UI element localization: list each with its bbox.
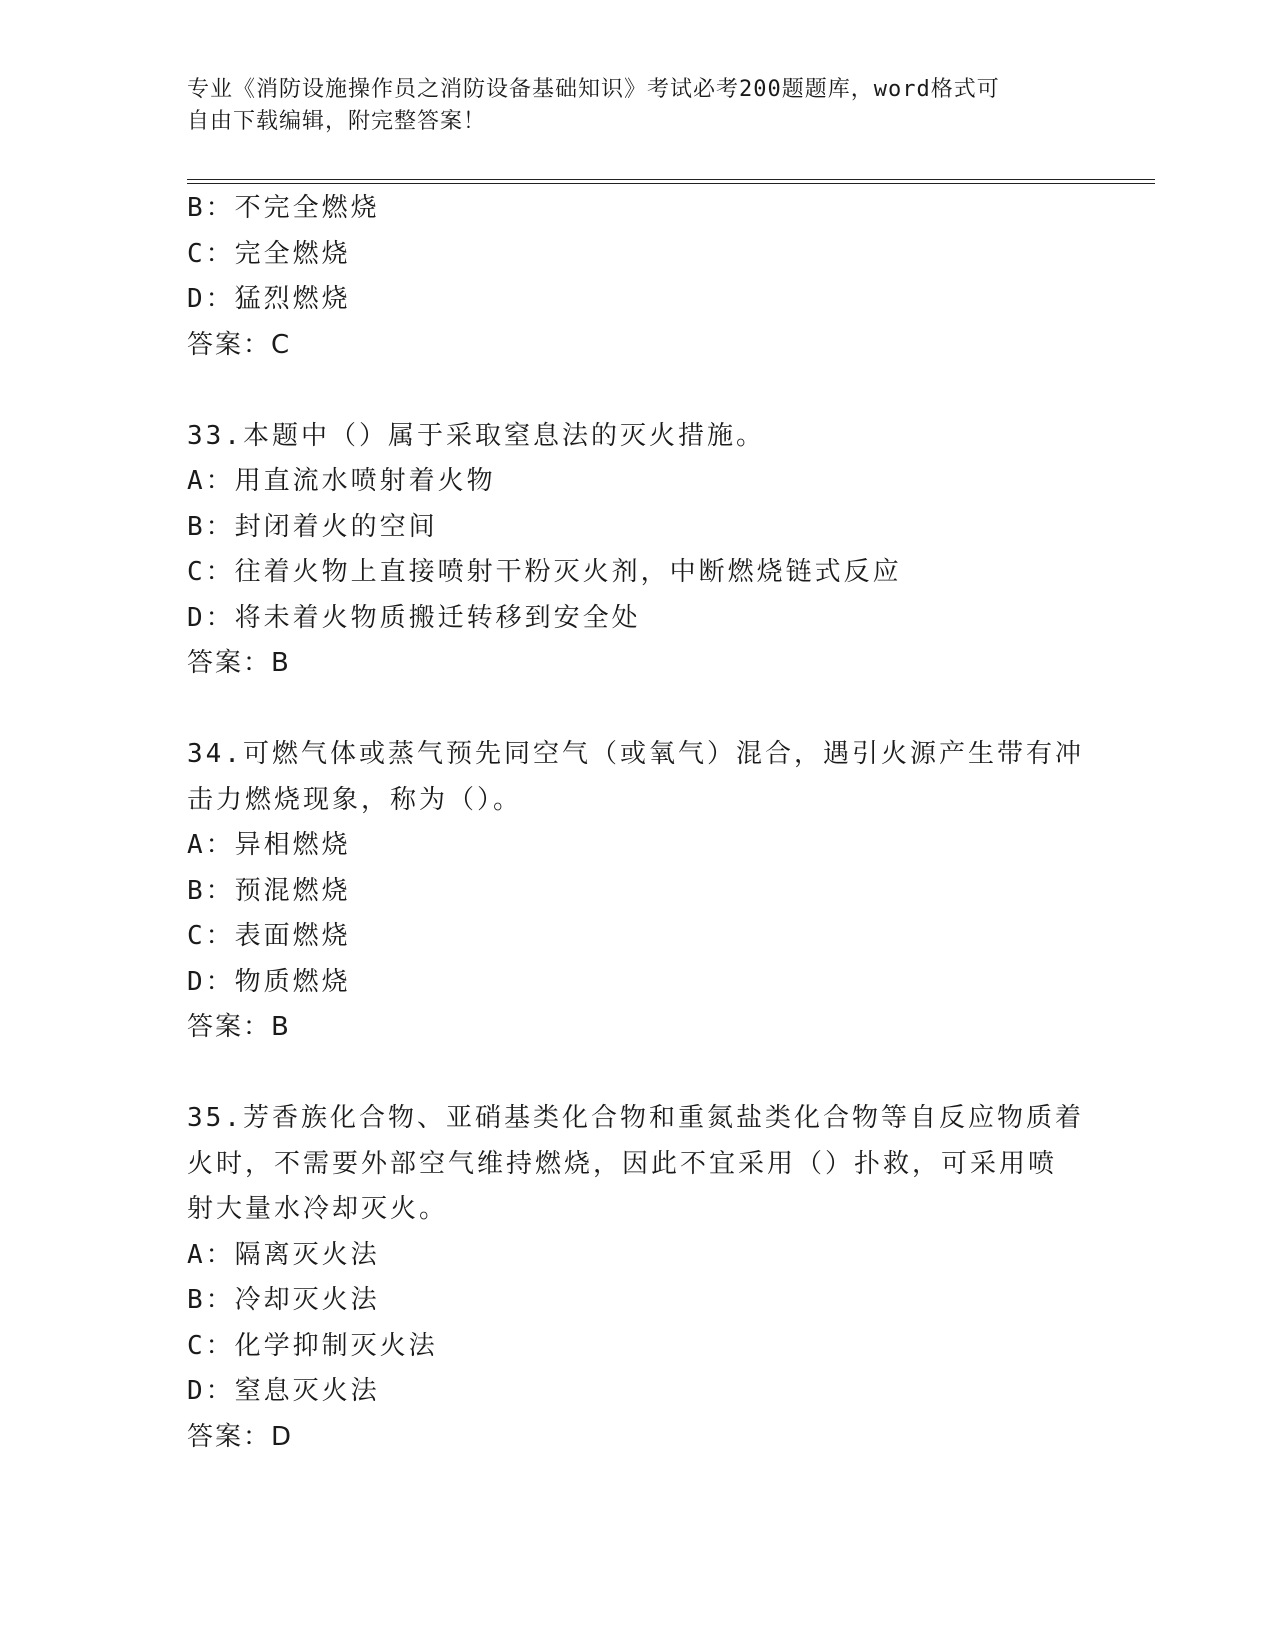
answer: 答案：B <box>187 1012 291 1042</box>
question-32 <box>187 186 1087 368</box>
spacer <box>187 687 1087 733</box>
option-a: A：用直流水喷射着火物 <box>187 466 496 496</box>
answer: 答案：D <box>187 1421 294 1452</box>
option-b: B：不完全燃烧 <box>187 193 380 223</box>
option-c: C：往着火物上直接喷射干粉灭火剂，中断燃烧链式反应 <box>187 557 902 587</box>
option-c: C：完全燃烧 <box>187 238 351 269</box>
header-title-line-2: 自由下载编辑，附完整答案！ <box>187 109 487 134</box>
option-b: B：冷却灭火法 <box>187 1285 380 1315</box>
spacer <box>187 368 1087 414</box>
question-stem-line-2: 火时，不需要外部空气维持燃烧，因此不宜采用（）扑救，可采用喷 <box>187 1148 1058 1179</box>
answer: 答案：B <box>187 648 291 678</box>
spacer <box>187 1051 1087 1097</box>
question-stem-line-1: 35.芳香族化合物、亚硝基类化合物和重氮盐类化合物等自反应物质着 <box>187 1103 1084 1133</box>
option-d: D：物质燃烧 <box>187 966 351 997</box>
question-35 <box>187 1096 1087 1460</box>
header-title-line-1: 专业《消防设施操作员之消防设备基础知识》考试必考200题题库，word格式可 <box>187 77 1000 102</box>
question-stem-line-2: 击力燃烧现象，称为（）。 <box>187 784 523 815</box>
option-d: D：将未着火物质搬迁转移到安全处 <box>187 602 641 633</box>
question-34 <box>187 732 1087 1051</box>
question-list <box>187 186 1087 1460</box>
option-a: A：异相燃烧 <box>187 830 351 860</box>
question-33 <box>187 414 1087 687</box>
question-stem-line-1: 34.可燃气体或蒸气预先同空气（或氧气）混合，遇引火源产生带有冲 <box>187 739 1084 769</box>
option-b: B：预混燃烧 <box>187 875 351 906</box>
option-d: D：猛烈燃烧 <box>187 284 351 314</box>
option-b: B：封闭着火的空间 <box>187 511 438 542</box>
header-divider <box>187 179 1155 184</box>
question-stem-line-3: 射大量水冷却灭火。 <box>187 1194 449 1224</box>
option-c: C：化学抑制灭火法 <box>187 1330 438 1361</box>
question-stem: 33.本题中（）属于采取窒息法的灭火措施。 <box>187 420 765 451</box>
option-a: A：隔离灭火法 <box>187 1239 380 1270</box>
option-d: D：窒息灭火法 <box>187 1376 380 1406</box>
page-header <box>187 74 1077 138</box>
answer: 答案：C <box>187 329 292 360</box>
option-c: C：表面燃烧 <box>187 921 351 951</box>
